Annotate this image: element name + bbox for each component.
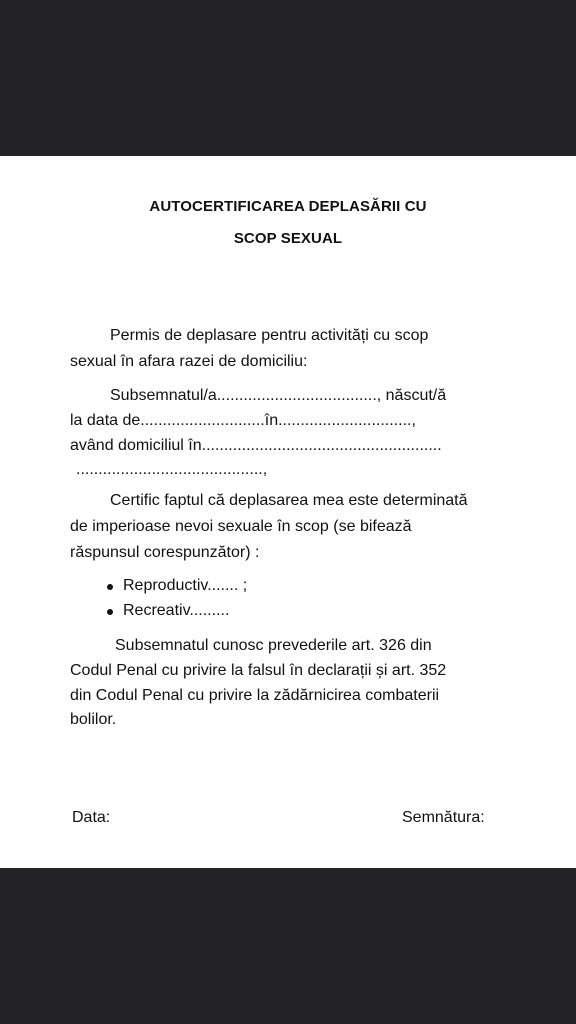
certify-line-3: răspunsul corespunzător) : <box>70 544 260 561</box>
form-line-1: Subsemnatul/a...................................., născut/ă <box>110 387 447 404</box>
bullet-icon <box>107 584 113 590</box>
date-label: Data: <box>72 809 111 826</box>
document-page <box>0 156 576 868</box>
intro-line-1: Permis de deplasare pentru activități cu scop <box>110 327 429 344</box>
form-line-4: .........................................., <box>76 461 268 478</box>
intro-line-2: sexual în afara razei de domiciliu: <box>70 353 308 370</box>
form-line-3: având domiciliul în...................................................... <box>70 437 442 454</box>
certify-line-2: de imperioase nevoi sexuale în scop (se bifează <box>70 518 412 535</box>
certify-line-1: Certific faptul că deplasarea mea este determinată <box>110 492 468 509</box>
signature-label: Semnătura: <box>402 809 485 826</box>
law-line-3: din Codul Penal cu privire la zădărnicirea combaterii <box>70 687 440 704</box>
law-line-1: Subsemnatul cunosc prevederile art. 326 din <box>115 637 432 654</box>
document-title-line-1: AUTOCERTIFICAREA DEPLASĂRII CU <box>149 198 427 215</box>
law-line-2: Codul Penal cu privire la falsul în declarații și art. 352 <box>70 662 447 679</box>
bullet-icon <box>107 609 113 615</box>
document-title-line-2: SCOP SEXUAL <box>233 230 343 247</box>
option-item-reproductive: Reproductiv....... ; <box>123 577 248 594</box>
option-item-recreational: Recreativ......... <box>123 602 230 619</box>
law-line-4: bolilor. <box>70 711 117 728</box>
form-line-2: la data de............................în.............................., <box>70 412 416 429</box>
